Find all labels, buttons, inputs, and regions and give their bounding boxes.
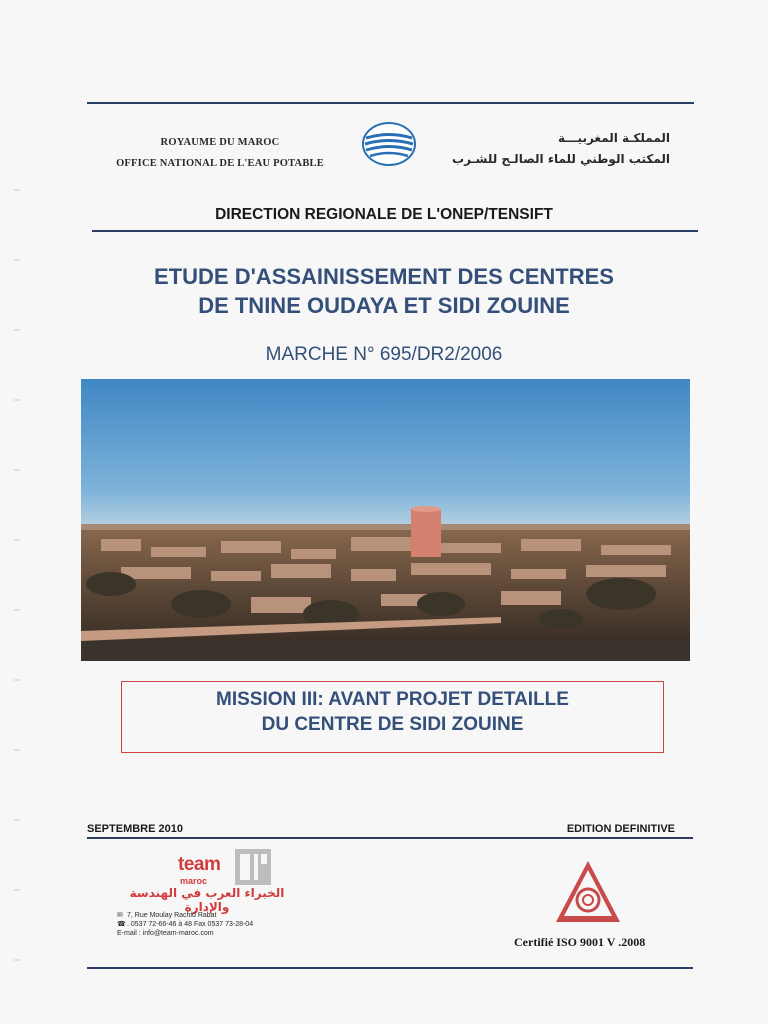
phone-icon: ☎ — [117, 921, 126, 928]
header-right — [450, 128, 670, 170]
study-title-line1: ETUDE D'ASSAINISSEMENT DES CENTRES — [154, 264, 614, 289]
email-row: E-mail : info@team-maroc.com — [117, 930, 214, 937]
mission-line1: MISSION III: AVANT PROJET DETAILLE — [216, 689, 569, 710]
team-logo-sub: maroc — [180, 876, 208, 886]
address-row: ✉ 7, Rue Moulay Rachid Rabat — [117, 912, 217, 919]
office-label: OFFICE NATIONAL DE L'EAU POTABLE — [116, 158, 324, 169]
contact-block — [117, 911, 253, 938]
mission-box — [121, 681, 664, 753]
kingdom-label: ROYAUME DU MAROC — [160, 137, 280, 148]
header-left — [95, 132, 345, 174]
footer-rule — [87, 837, 693, 839]
study-title — [0, 262, 768, 320]
bottom-rule — [87, 967, 693, 969]
envelope-icon: ✉ — [117, 912, 123, 919]
contract-number: MARCHE N° 695/DR2/2006 — [265, 344, 503, 365]
study-title-line2: DE TNINE OUDAYA ET SIDI ZOUINE — [198, 293, 570, 318]
binding-marks — [14, 180, 22, 1020]
direction-heading: DIRECTION REGIONALE DE L'ONEP/TENSIFT — [215, 206, 553, 223]
office-label-ar: المكتب الوطني للماء الصالـح للشـرب — [452, 152, 670, 166]
edition-date: SEPTEMBRE 2010 — [87, 823, 183, 835]
edition-label: EDITION DEFINITIVE — [566, 823, 675, 835]
team-logo-icon — [234, 848, 272, 886]
phone-row: ☎. 0537 72-66-46 à 48 Fax 0537 73-28-04 — [117, 921, 254, 928]
direction-rule — [92, 230, 698, 232]
town-photo-icon — [81, 379, 690, 661]
iso-certified-label: Certifié ISO 9001 V .2008 — [514, 935, 646, 949]
top-rule — [87, 102, 694, 104]
mission-line2: DU CENTRE DE SIDI ZOUINE — [261, 714, 524, 735]
kingdom-label-ar: المملكـة المغربيـــة — [557, 131, 670, 145]
onep-logo-icon — [360, 121, 418, 167]
team-logo-word: team — [178, 854, 221, 875]
iso-certification-logo-icon — [553, 858, 623, 926]
team-arabic-name: الخبراء العرب في الهندسة والإدارة — [129, 886, 285, 914]
